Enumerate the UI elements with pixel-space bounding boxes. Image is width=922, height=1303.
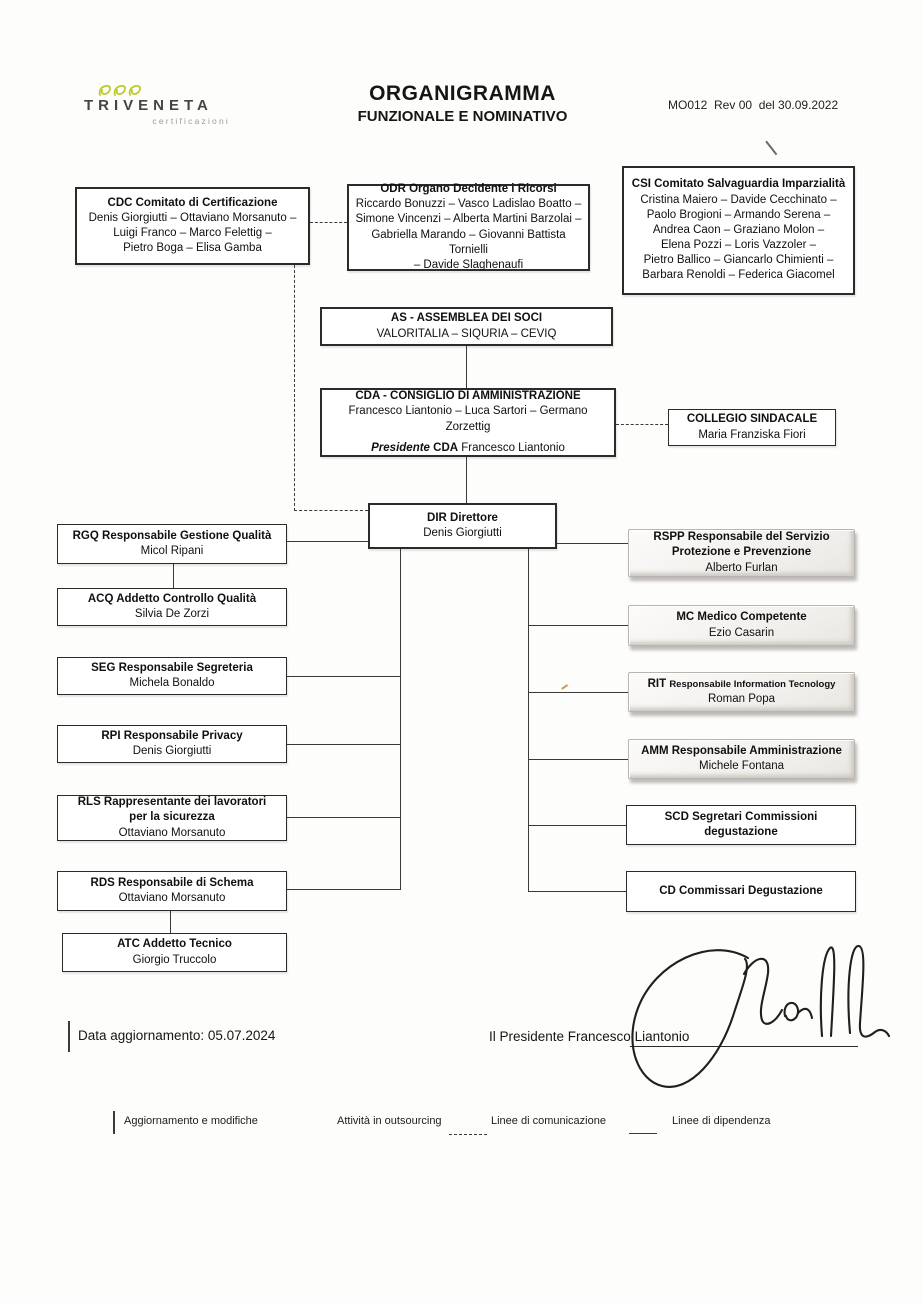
connector-as-cda — [466, 346, 467, 388]
box-line: VALORITALIA – SIQURIA – CEVIQ — [376, 327, 557, 340]
box-line: Denis Giorgiutti – Ottaviano Morsanuto – — [88, 211, 297, 224]
connector-trunk-amm — [528, 759, 628, 760]
connector-trunk-rls — [287, 817, 400, 818]
box-line: Francesco Liantonio – Luca Sartori – Germano Zorzettig — [348, 405, 588, 433]
legend-revision-bar — [113, 1111, 115, 1134]
org-box-cdc — [75, 187, 310, 265]
box-title: SEG Responsabile Segreteria — [91, 661, 253, 674]
org-box-mc — [628, 605, 855, 646]
box-title: ACQ Addetto Controllo Qualità — [87, 592, 257, 605]
box-title: RLS Rappresentante dei lavoratori — [77, 796, 267, 809]
org-box-collegio-sindacale — [668, 409, 836, 446]
box-line: Riccardo Bonuzzi – Vasco Ladislao Boatto – — [355, 198, 582, 211]
box-line: Pietro Ballico – Giancarlo Chimienti – — [643, 254, 834, 267]
box-line: Denis Giorgiutti — [132, 745, 212, 757]
scan-artifact — [766, 141, 778, 155]
connector-trunk-rit — [528, 692, 628, 693]
title-line2: FUNZIONALE E NOMINATIVO — [357, 108, 568, 125]
box-line: Ezio Casarin — [708, 626, 775, 639]
box-title: AMM Responsabile Amministrazione — [641, 744, 842, 757]
box-line: Silvia De Zorzi — [134, 608, 210, 620]
connector-trunk-rds — [287, 889, 400, 890]
legend-item-dipendenza: Linee di dipendenza — [672, 1115, 771, 1127]
revision-bar — [68, 1021, 70, 1052]
org-box-as — [320, 307, 613, 346]
box-line: Andrea Caon – Graziano Molon – — [652, 223, 825, 236]
org-box-odr — [347, 184, 590, 271]
box-line-presidente: Presidente CDA Francesco Liantonio — [371, 441, 565, 454]
org-box-rls — [57, 795, 287, 841]
update-date-text: Data aggiornamento: 05.07.2024 — [78, 1028, 276, 1043]
box-line: Barbara Renoldi – Federica Giacomel — [642, 269, 835, 282]
connector-rgq-dir — [287, 541, 368, 542]
box-title: COLLEGIO SINDACALE — [686, 413, 818, 426]
box-line: Cristina Maiero – Davide Cecchinato – — [640, 193, 837, 206]
org-box-rspp — [628, 529, 855, 577]
legend-item-outsourcing: Attività in outsourcing — [337, 1115, 442, 1127]
org-box-cd — [626, 871, 856, 912]
org-box-rit — [628, 672, 855, 712]
document-reference: MO012 Rev 00 del 30.09.2022 — [668, 98, 839, 112]
box-line: Luigi Franco – Marco Felettig – — [113, 227, 272, 239]
box-line: Gabriella Marando – Giovanni Battista Tornielli — [371, 228, 566, 256]
connector-trunk-rpi — [287, 744, 400, 745]
brand-subtitle: certificazioni — [152, 115, 230, 126]
box-line: Michele Fontana — [698, 760, 785, 772]
box-title: MC Medico Competente — [676, 611, 807, 624]
logo-squiggle-icon — [96, 82, 146, 98]
box-title: ODR Organo Decidente i Ricorsi — [380, 182, 557, 195]
legend-solid-line-sample — [629, 1133, 657, 1134]
legend-item-comunicazione: Linee di comunicazione — [491, 1115, 606, 1127]
president-signature-label: Il Presidente Francesco Liantonio — [489, 1029, 690, 1044]
connector-trunk-seg — [287, 676, 400, 677]
legend-dashed-line-sample — [449, 1134, 487, 1135]
box-title: DIR Direttore — [427, 511, 498, 524]
box-title: ATC Addetto Tecnico — [117, 938, 232, 951]
box-title: Protezione e Prevenzione — [671, 546, 812, 559]
box-title: RPI Responsabile Privacy — [101, 729, 243, 742]
box-title: CSI Comitato Salvaguardia Imparzialità — [631, 178, 846, 191]
box-title: CD Commissari Degustazione — [659, 884, 823, 897]
connector-trunk-mc — [528, 625, 628, 626]
dashed-connector-cdc-odr — [310, 222, 347, 223]
box-title: RGQ Responsabile Gestione Qualità — [72, 529, 272, 542]
org-box-dir — [368, 503, 557, 549]
box-title: RSPP Responsabile del Servizio — [653, 531, 830, 544]
org-box-cda — [320, 388, 616, 457]
box-title: CDA - CONSIGLIO DI AMMINISTRAZIONE — [355, 390, 581, 403]
box-line: Micol Ripani — [140, 545, 204, 557]
connector-rgq-acq — [173, 564, 174, 588]
connector-left-trunk — [400, 549, 401, 890]
connector-trunk-cd — [528, 891, 626, 892]
connector-trunk-scd — [528, 825, 626, 826]
triveneta-logo — [84, 82, 234, 126]
box-line: – Davide Slaghenaufi — [413, 258, 524, 271]
box-line: Ottaviano Morsanuto — [118, 892, 226, 904]
dashed-connector-cdc-down — [294, 265, 295, 511]
box-line: Simone Vincenzi – Alberta Martini Barzolai – — [355, 213, 582, 226]
box-line: Michela Bonaldo — [129, 677, 215, 689]
org-box-scd — [626, 805, 856, 845]
org-box-csi — [622, 166, 855, 295]
box-line: Denis Giorgiutti — [423, 527, 502, 539]
org-box-rpi — [57, 725, 287, 763]
box-line: Paolo Brogioni – Armando Serena – — [646, 208, 831, 221]
org-box-acq — [57, 588, 287, 626]
handwritten-signature — [600, 928, 892, 1100]
document-title — [315, 82, 610, 125]
connector-rds-atc — [170, 911, 171, 933]
org-box-rds — [57, 871, 287, 911]
box-line: Roman Popa — [707, 693, 776, 705]
title-line1: ORGANIGRAMMA — [369, 82, 556, 105]
box-title: AS - ASSEMBLEA DEI SOCI — [390, 312, 543, 325]
connector-right-trunk — [528, 549, 529, 892]
box-title: degustazione — [704, 826, 778, 838]
legend-item-aggiornamento: Aggiornamento e modifiche — [124, 1115, 258, 1127]
box-line: Giorgio Truccolo — [132, 953, 217, 966]
box-line: Elena Pozzi – Loris Vazzoler – — [660, 239, 817, 252]
scan-artifact — [561, 684, 568, 689]
box-title: SCD Segretari Commissioni — [664, 810, 818, 823]
box-title: CDC Comitato di Certificazione — [107, 196, 278, 209]
connector-dir-rspp — [557, 543, 628, 544]
box-line: Pietro Boga – Elisa Gamba — [123, 242, 262, 255]
box-line: Alberto Furlan — [705, 561, 778, 574]
org-box-amm — [628, 739, 855, 779]
brand-name: TRIVENETA — [84, 97, 213, 114]
box-title: RIT Responsabile Information Tecnology — [647, 677, 836, 690]
org-box-atc — [62, 933, 287, 972]
box-line: Ottaviano Morsanuto — [118, 826, 226, 839]
org-box-seg — [57, 657, 287, 695]
box-title: per la sicurezza — [129, 811, 215, 824]
connector-cda-dir — [466, 457, 467, 503]
dashed-connector-cdc-dir — [294, 510, 368, 511]
dashed-connector-cda-collegio — [616, 424, 668, 425]
box-line: Maria Franziska Fiori — [698, 428, 806, 441]
box-title: RDS Responsabile di Schema — [90, 876, 254, 889]
org-box-rgq — [57, 524, 287, 564]
